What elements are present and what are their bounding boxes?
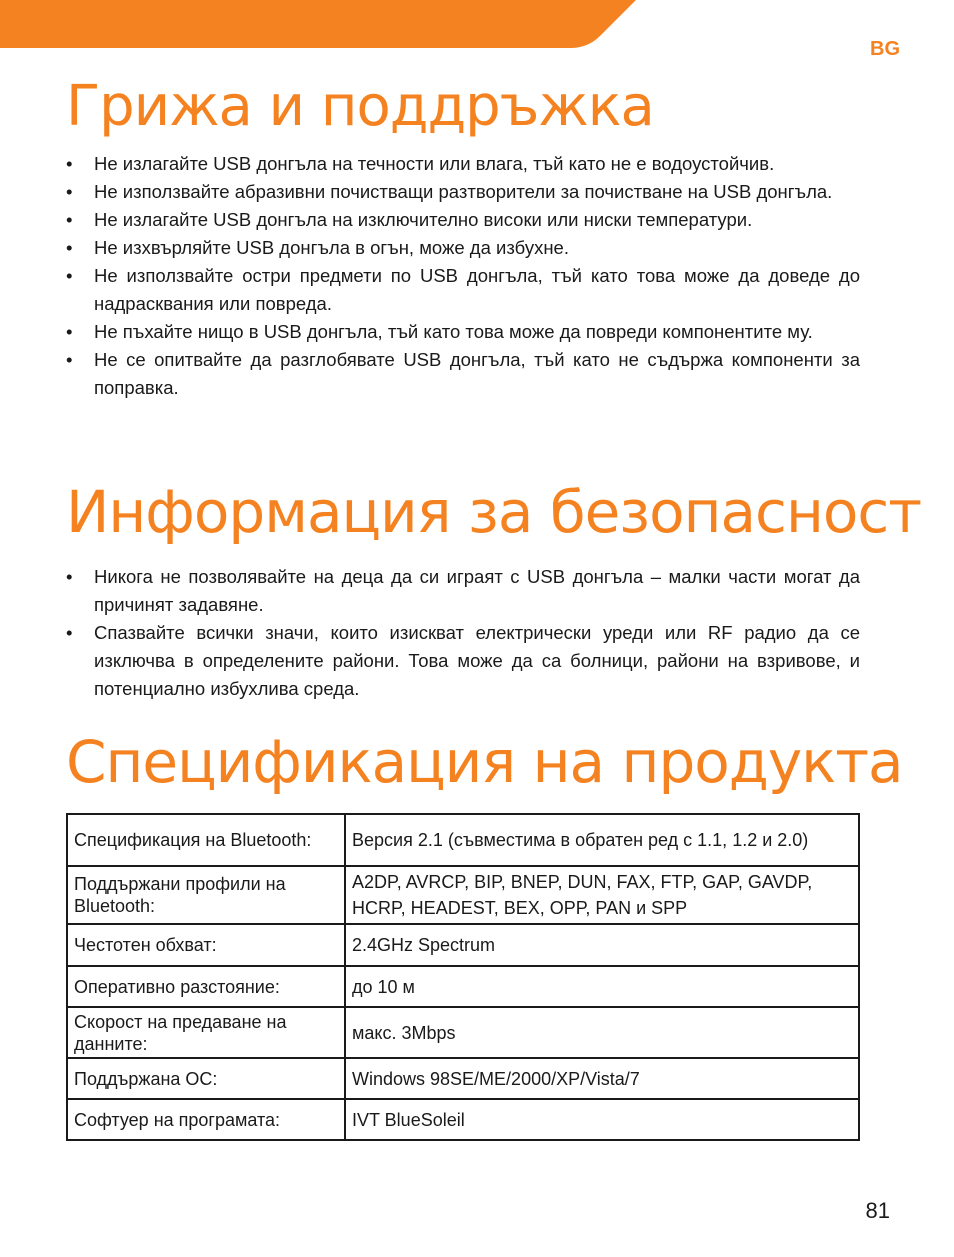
spec-value: до 10 м (345, 966, 859, 1007)
table-row (67, 814, 859, 866)
list-item (66, 619, 860, 703)
list-item-text: Не изхвърляйте USB донгъла в огън, може да избухне. (94, 237, 569, 258)
list-item (66, 318, 860, 346)
table-row (67, 1099, 859, 1140)
spec-heading: Спецификация на продукта (66, 728, 903, 796)
list-item (66, 563, 860, 619)
spec-value: IVT BlueSoleil (345, 1099, 859, 1140)
spec-key: Спецификация на Bluetooth: (67, 814, 345, 866)
list-item (66, 150, 860, 178)
spec-value: макс. 3Mbps (345, 1007, 859, 1058)
list-item (66, 262, 860, 318)
safety-list (66, 563, 860, 703)
spec-key: Поддържани профили на Bluetooth: (67, 866, 345, 924)
bullet-icon: • (66, 622, 73, 643)
table-row (67, 1058, 859, 1099)
table-row (67, 924, 859, 966)
table-row (67, 966, 859, 1007)
list-item (66, 346, 860, 402)
bullet-icon: • (66, 566, 73, 587)
bullet-icon: • (66, 349, 73, 370)
bullet-icon: • (66, 209, 73, 230)
list-item (66, 206, 860, 234)
care-list (66, 150, 860, 402)
list-item-text: Спазвайте всички значи, които изискват електрически уреди или RF радио да се изключва в определените райони. Това може да са болници, райони на взривове, и потенциално избухлива среда. (94, 622, 860, 699)
spec-key: Оперативно разстояние: (67, 966, 345, 1007)
table-row (67, 866, 859, 924)
care-heading: Грижа и поддръжка (66, 74, 654, 139)
list-item (66, 234, 860, 262)
bullet-icon: • (66, 153, 73, 174)
bullet-icon: • (66, 321, 73, 342)
bullet-icon: • (66, 181, 73, 202)
spec-key: Честотен обхват: (67, 924, 345, 966)
list-item-text: Не се опитвайте да разглобявате USB донгъла, тъй като не съдържа компоненти за поправка. (94, 349, 860, 398)
spec-key: Поддържана ОС: (67, 1058, 345, 1099)
bullet-icon: • (66, 265, 73, 286)
list-item-text: Не пъхайте нищо в USB донгъла, тъй като това може да повреди компонентите му. (94, 321, 813, 342)
list-item-text: Не използвайте остри предмети по USB донгъла, тъй като това може да доведе до надрасквания или повреда. (94, 265, 860, 314)
safety-heading: Информация за безопасност (66, 478, 922, 546)
list-item (66, 178, 860, 206)
list-item-text: Не използвайте абразивни почистващи разтворители за почистване на USB донгъла. (94, 181, 833, 202)
spec-value: 2.4GHz Spectrum (345, 924, 859, 966)
header-orange-band (0, 0, 954, 48)
spec-key: Софтуер на програмата: (67, 1099, 345, 1140)
language-code: BG (870, 38, 900, 60)
spec-value: Windows 98SE/ME/2000/XP/Vista/7 (345, 1058, 859, 1099)
list-item-text: Не излагайте USB донгъла на течности или влага, тъй като не е водоустойчив. (94, 153, 775, 174)
list-item-text: Никога не позволявайте на деца да си играят с USB донгъла – малки части могат да причинят задавяне. (94, 566, 860, 615)
page-number: 81 (865, 1198, 890, 1223)
bullet-icon: • (66, 237, 73, 258)
spec-value: A2DP, AVRCP, BIP, BNEP, DUN, FAX, FTP, GAP, GAVDP, HCRP, HEADEST, BEX, OPP, PAN и SPP (345, 866, 859, 924)
spec-key: Скорост на предаване на данните: (67, 1007, 345, 1058)
list-item-text: Не излагайте USB донгъла на изключително високи или ниски температури. (94, 209, 753, 230)
spec-table (66, 813, 860, 1141)
spec-value: Версия 2.1 (съвместима в обратен ред с 1.1, 1.2 и 2.0) (345, 814, 859, 866)
table-row (67, 1007, 859, 1058)
